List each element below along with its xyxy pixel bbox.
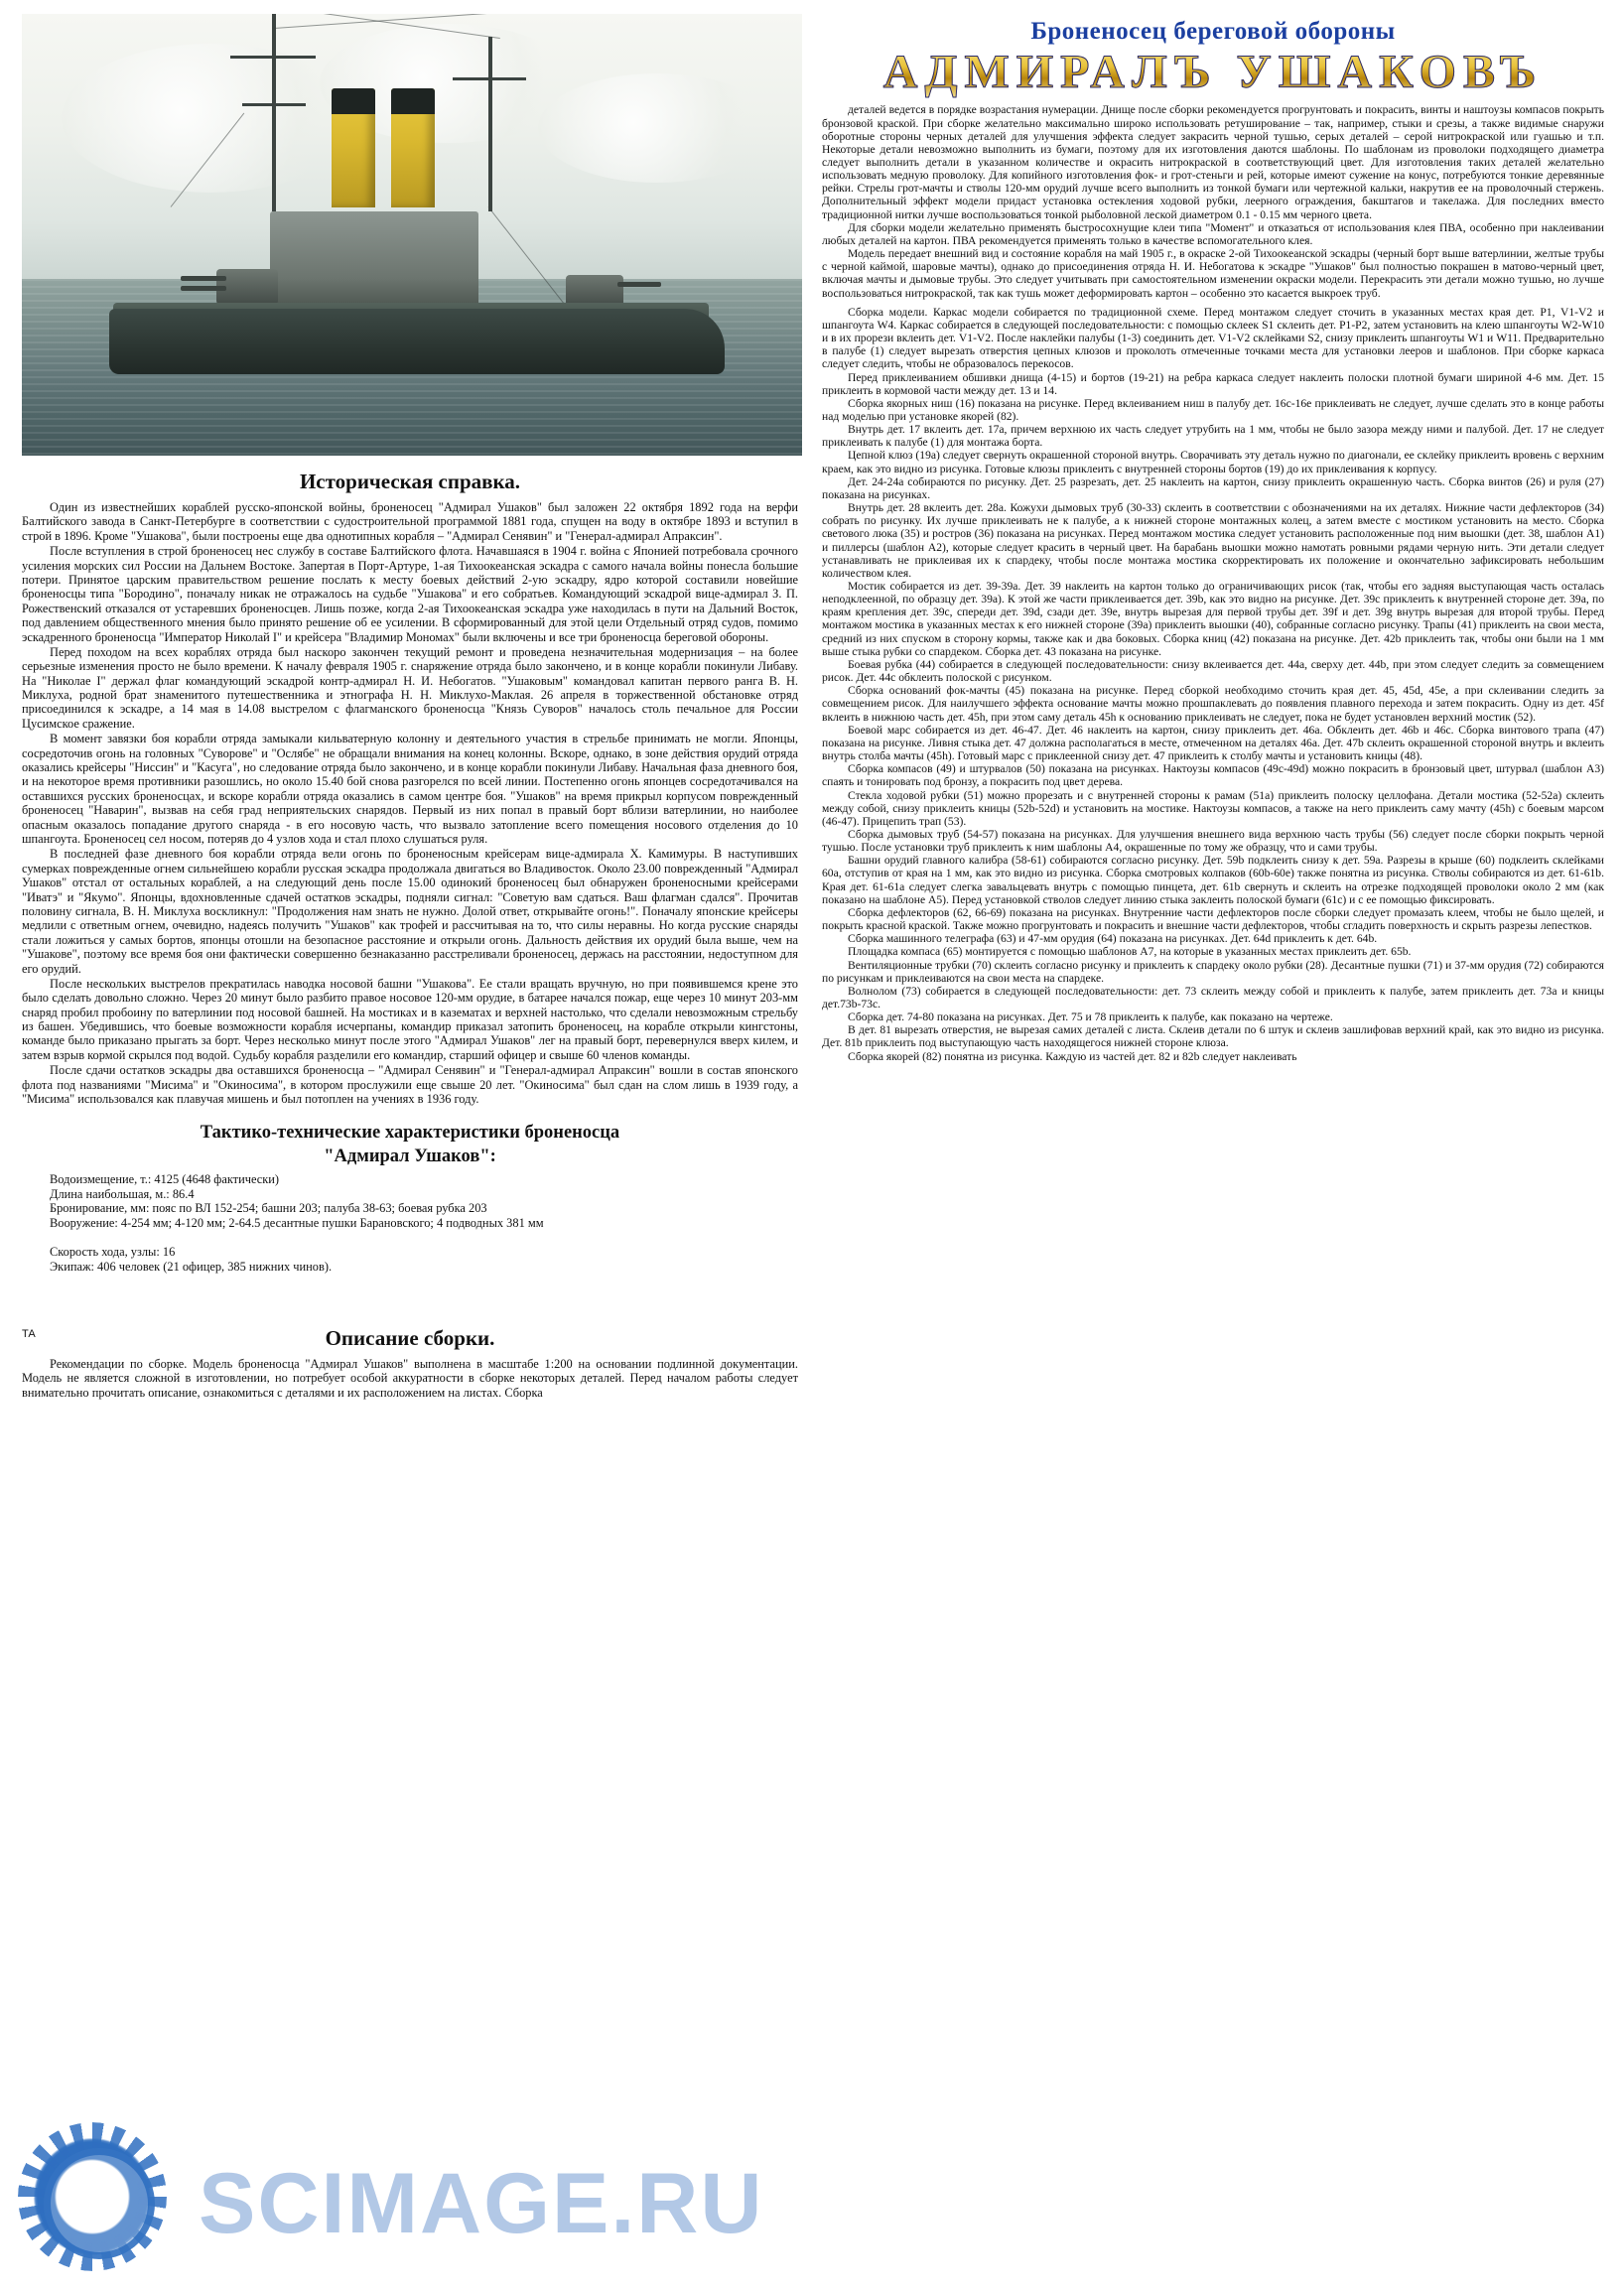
instruction-paragraph: Сборка компасов (49) и штурвалов (50) показана на рисунках. Нактоузы компасов (49с-49d) можно покрасить в бронзовый цвет, штурвал (шаблон A3) спаять и тонировать под бронзу, а покрасить под цвет дерева. <box>822 762 1604 789</box>
right-column <box>814 0 1624 2293</box>
masthead <box>822 18 1604 97</box>
history-paragraph: После нескольких выстрелов прекратилась наводка носовой башни "Ушакова". Ее стали вращать вручную, но при появившемся крене это было сделать довольно сложно. Через 20 минут было разбито правое носовое 120-мм орудие, в батарее начался пожар, еще через 10 минут 203-мм снаряд пробил пробоину по ватерлинии под носовой башней. На мостиках и в казематах и верхней настолько, что сделали невозможным стрельбу из башен. Убедившись, что боевые возможности корабля исчерпаны, командир приказал затопить броненосец, на корабле открыли кингстоны, команде было приказано прыгать за борт. Через несколько минут после этого "Адмирал Ушаков" лег на правый борт, перевернулся вверх килем, и затем взрыв кормой скрылся под водой. Судьбу корабля разделили его командир, старший офицер и свыше 60 членов команды. <box>22 976 798 1062</box>
ta-mark: ТА <box>22 1328 36 1340</box>
instruction-paragraph: Боевой марс собирается из дет. 46-47. Дет. 46 наклеить на картон, снизу приклеить дет. 46а. Обклеить дет. 46b и 46с. Сборка винтового трапа (47) показана на рисунке. Ливня стыка дет. 47 должна располагаться в месте, отмеченном на деталях 46а. Дет. 47b склеить окрашенной стороной внутрь и вклеить внутрь столба мачты (45h). Готовый марс с приклеенной снизу дет. 47 приклеить к столбу мачты и установить кницы (48). <box>822 723 1604 763</box>
foremast <box>272 14 276 211</box>
watermark-text: SCIMAGE.RU <box>199 2156 764 2251</box>
foremast-yard <box>230 56 316 59</box>
foremast-yard <box>242 103 306 106</box>
mainmast-yard <box>453 77 526 80</box>
instruction-paragraph: Сборка машинного телеграфа (63) и 47-мм орудия (64) показана на рисунках. Дет. 64d приклеить к дет. 64b. <box>848 932 1378 946</box>
instruction-paragraph: Мостик собирается из дет. 39-39а. Дет. 39 наклеить на картон только до ограничивающих рисок (так, чтобы его задняя выступающая часть осталась неподклеенной, по образцу дет. 39а). К этой же части приклеивается дет. 39b, как это видно на рисунке. Дет. 39с приклеить к внутренней стороне дет. 39а, по краям крепления дет. 39с, спереди дет. 39d, сзади дет. 39е, внутрь вырезая для первой трубы дет. 39f и дет. 39g внутрь вырезая для второй трубы. Перед монтажом мостика в указанных местах к его нижней стороне (39а) приклеить выошки (40), собранные согласно рисунку. Трапы (41) приклеить на свои места, средний из них спуском в сторону кормы, также как и два боковых. Сборка книц (42) показана на рисунке. Дет. 42b приклеить так, чтобы они были на 1 мм выше стыка рубки со спардеком. Сборка дет. 43 показана на рисунке. <box>822 580 1604 658</box>
instruction-paragraph: Дет. 24-24а собираются по рисунку. Дет. 25 разрезать, дет. 25 наклеить на картон, снизу приклеить окрашенную часть. Сборка винтов (26) и руля (27) показана на рисунках. <box>822 474 1604 501</box>
instruction-paragraph: Сборка оснований фок-мачты (45) показана на рисунке. Перед сборкой необходимо сточить края дет. 45, 45d, 45e, а при склеивании следить за совмещением рисок. Для наилучшего эффекта основание мачты можно прошпаклевать до появления плавного перехода и затем покрасить. Одну из дет. 45f вклеить в нижнюю часть дет. 45h, при этом саму деталь 45h к основанию приклеивать не следует, пока не будет установлен верхний мостик (52). <box>822 684 1604 724</box>
history-paragraph: Один из известнейших кораблей русско-японской войны, броненосец "Адмирал Ушаков" был заложен 22 октября 1892 года на верфи Балтийского завода в Санкт-Петербурге в соответствии с судостроительной программой 1881 года, спущен на воду в октябре 1893 и вступил в строй в 1896. Кроме "Ушакова", были построены еще два однотипных корабля – "Адмирал Сенявин" и "Генерал-адмирал Апраксин". <box>22 500 798 543</box>
specs-list <box>22 1172 798 1275</box>
smoke-cloud <box>538 73 776 183</box>
instruction-paragraph: Сборка дет. 74-80 показана на рисунках. Дет. 75 и 78 приклеить к палубе, как показано на чертеже. <box>848 1011 1333 1024</box>
history-paragraph: После сдачи остатков эскадры два оставшихся броненосца – "Адмирал Сенявин" и "Генерал-адмирал Апраксин" вошли в состав японского флота под названиями "Мисима" и "Окиносима", в котором прослужили еще свыше 20 лет. "Окиносима" был сдан на слом лишь в 1939 году, а "Мисима" использовался как плавучая мишень и был потоплен на учениях в 1936 году. <box>22 1063 798 1107</box>
instruction-paragraph: деталей ведется в порядке возрастания нумерации. Днище после сборки рекомендуется прогрунтовать и покрасить, винты и наштоузы компасов покрыть бронзовой краской. При сборке желательно максимально широко использовать ретуширование – так, например, стыки и срезы, а также видимые снаружи оборотные стороны черных деталей для улучшения эффекта следует закрасить черной тушью, серых деталей – серой нитрокраской или гуашью и т.п. Некоторые детали невозможно выполнить из бумаги, поэтому для их изготовления даются шаблоны. По шаблонам из проволоки подходящего диаметра следует выполнить детали в указанном количестве и окрасить нитрокраской в соответствующий цвет. Для изготовления таких деталей желательно использовать медную проволоку. Для копийного изготовления фок- и грот-стеньги и рей, которые имеют сужение на конус, потребуются тонкие деревянные рейки. Стрелы грот-мачты и стволы 120-мм орудий лучше всего выполнить из тонкой бумаги или чертежной кальки, накрутив ее на проволочный стержень. Дополнительный эффект модели придаст установка остекления ходовой рубки, леерного ограждения, бакштагов и такелажа. Для последних вместо традиционной нитки лучше воспользоваться тонкой рыболовной леской диаметром 0.1 - 0.15 мм черного цвета. <box>822 103 1604 221</box>
forward-gun-barrel <box>181 286 226 291</box>
smoke-cloud <box>62 44 359 193</box>
funnel-forward <box>332 88 375 207</box>
instruction-paragraph: Модель передает внешний вид и состояние корабля на май 1905 г., в окраске 2-ой Тихоокеанской эскадры (черный борт выше ватерлинии, желтые трубы с черной каймой, шаровые мачты), однако до присоединения отряда Н. И. Небогатова к эскадре "Ушаков" был полностью покрашен в матово-черный цвет, включая мачты и дымовые трубы. Это следует учитывать при самостоятельном изменении окраски модели. Перекрасить эти детали можно тушью, но лучше воспользоваться нитрокраской, так как тушь может деформировать картон – особенно это касается выкроек труб. <box>822 247 1604 300</box>
aft-gun-barrel <box>617 282 661 287</box>
masthead-title: АДМИРАЛЪ УШАКОВЪ <box>822 48 1604 97</box>
spec-item: Скорость хода, узлы: 16 <box>50 1245 176 1260</box>
instruction-paragraph: Боевая рубка (44) собирается в следующей последовательности: снизу вклеивается дет. 44а, сверху дет. 44b, при этом следует следить за совмещением рисок. Дет. 44с обклеить полоской с рисунком. <box>822 657 1604 685</box>
instruction-paragraph: Волнолом (73) собирается в следующей последовательности: дет. 73 склеить между собой и приклеить к палубе, затем приклеить дет. 73а и кницы дет.73b-73с. <box>822 984 1604 1012</box>
specs-title-line2: "Адмирал Ушаков": <box>324 1146 496 1166</box>
instruction-paragraph: Сборка дымовых труб (54-57) показана на рисунках. Для улучшения внешнего вида верхнюю часть трубы (56) следует после сборки покрыть черной тушью. После установки труб приклеить к ним шаблоны A4, окрашенные по тому же образцу, что и сами трубы. <box>822 827 1604 855</box>
battleship-photo <box>22 14 802 456</box>
instruction-paragraph: Стекла ходовой рубки (51) можно прорезать и с внутренней стороны к рамам (51а) приклеить полоску целлофана. Детали мостика (52-52а) склеить между собой, снизу приклеить кницы (52b-52d) и установить на мостике. Нактоузы компасов, а также на него приклеить саму мачту (45h) с боевым марсом (46-47). Прицепить трап (53). <box>822 788 1604 828</box>
history-paragraph: В последней фазе дневного боя корабли отряда вели огонь по броненосным крейсерам вице-адмирала Х. Камимуры. В наступивших сумерках поврежденные огнем сильнейшею корабли русская эскадра продолжала двигаться во Владивосток. Около 23.00 поврежденный "Адмирал Ушаков" отстал от остальных кораблей, а на следующий день после 15.00 одинокий броненосец был обнаружен броненосными крейсерами "Иватэ" и "Якумо". Японцы, вдохновленные сдачей остатков эскадры, подняли сигнал: "Советую вам сдаться. Ваш флагман сдался". Прочитав половину сигнала, В. Н. Миклуха воскликнул: "Продолжения нам знать не нужно. Долой ответ, открывайте огонь!". Поначалу японские крейсеры медлили с ответным огнем, очевидно, надеясь получить "Ушаков" как трофей и рассчитывая на то, что силы неравны. Но когда русские снаряды стали ложиться у самых бортов, японцы отошли на безопасное расстояние и открыли огонь. Дальность действия их орудий была выше, чем на "Ушакове", поэтому все время боя они фактически совершенно безнаказанно расстреливали броненосец, держась на расстоянии, недоступном для его орудий. <box>22 847 798 976</box>
instruction-paragraph: Сборка якорных ниш (16) показана на рисунке. Перед вклеиванием ниш в палубу дет. 16с-16е приклеивать не следует, лучше сделать это в конце работы над моделью при установке якорей (82). <box>822 396 1604 423</box>
hull <box>109 309 725 374</box>
specs-title <box>22 1122 798 1167</box>
instruction-paragraph: Для сборки модели желательно применять быстросохнущие клеи типа "Момент" и отказаться от использования клея ПВА, особенно при наклеивании любых деталей на картон. ПВА рекомендуется применять только в качестве вспомогательного клея. <box>822 220 1604 247</box>
assembly-intro: Рекомендации по сборке. Модель броненосца "Адмирал Ушаков" выполнена в масштабе 1:200 на основании подлинной документации. Модель не является сложной в изготовлении, но потребует особой аккуратности в сборке некоторых деталей. Перед началом работы следует внимательно прочитать описание, ознакомиться с деталями и их расположением на листах. Сборка <box>22 1356 798 1400</box>
instruction-paragraph: Перед приклеиванием обшивки днища (4-15) и бортов (19-21) на ребра каркаса следует наклеить полоски плотной бумаги шириной 4-6 мм. Дет. 15 приклеить в кормовой части между дет. 13 и 14. <box>822 370 1604 397</box>
instruction-paragraph: Сборка модели. Каркас модели собирается по традиционной схеме. Перед монтажом следует сточить в указанных местах края дет. P1, V1-V2 и шпангоута W4. Каркас собирается в следующей последовательности: с помощью склеек S1 склеить дет. P1-P2, затем установить на клею шпангоуты W2-W10 и в их прорези вклеить дет. V1-V2. После наклейки палубы (1-3) соединить дет. V1-V2 склейками S2, снизу приклеить шпангоуты W1 и W11. Предварительно в палубе (1) следует вырезать отверстия цепных клюзов и проколоть отмеченные точками места для установки лееров и шаблонов. При сборке каркаса следует следить, чтобы не образовалось перекосов. <box>822 305 1604 371</box>
instruction-paragraph: Вентиляционные трубки (70) склеить согласно рисунку и приклеить к спардеку около рубки (28). Десантные пушки (71) и 37-мм орудия (72) собираются по рисункам и приклеиваются на свои места на спардеке. <box>822 958 1604 985</box>
funnel-aft <box>391 88 435 207</box>
assembly-title: Описание сборки. <box>325 1325 495 1350</box>
history-title: Историческая справка. <box>299 470 521 493</box>
instruction-paragraph: Внутрь дет. 28 вклеить дет. 28а. Кожухи дымовых труб (30-33) склеить в соответствии с обозначениями на их деталях. Нижние части дефлекторов (34) собрать по рисунку. Их лучше приклеивать не к палубе, а к нижней стороне монтажных колец, а затем вместе с мостиком установить на место. Сборка светового люка (35) и ростров (36) показана на рисунках. Перед монтажом мостика следует установить расположенные под ним выошки (дет. 38, шаблон A1) и пиллерсы (шаблон A2), которые следует красить в черный цвет. На барабань выошки можно намотать ровными рядами черную нить. Эти детали следует устанавливать не приклеивая их к спардеку, чтобы после монтажа мостика скорректировать их положение и окончательно зафиксировать небольшим количеством клея. <box>822 501 1604 580</box>
instruction-paragraph: Внутрь дет. 17 вклеить дет. 17а, причем верхнюю их часть следует утрубить на 1 мм, чтобы не было зазора между ними и палубой. Дет. 17 не следует приклеивать к палубе (1) для монтажа борта. <box>822 423 1604 450</box>
history-paragraph: Перед походом на всех кораблях отряда был наскоро закончен текущий ремонт и проведена незначительная модернизация – на более серьезные изменения просто не было времени. К началу февраля 1905 г. снаряжение отряда было закончено, и в конце корабли покинули Либаву. На "Николае I" держал флаг командующий эскадрой контр-адмирал Н. И. Небогатов. "Ушаковым" командовал капитан первого ранга В. Н. Миклуха, родной брат знаменитого путешественника и этнографа Н. Н. Миклухо-Маклая. 26 апреля в торжественной обстановке отряд присоединился к эскадре, а 14 мая в 14.08 выстрелом с флагманского броненосца "Князь Суворов" началось столь печальное для России Цусимское сражение. <box>22 644 798 731</box>
instruction-paragraph: Башни орудий главного калибра (58-61) собираются согласно рисунку. Дет. 59b подклеить снизу к дет. 59а. Разрезы в крыше (60) подклеить склейками 60а, отступив от края на 1 мм, как это видно из рисунка. Сборка смотровых колпаков (60b-60е) также понятна из рисунка. Стволы собираются из дет. 61-61b. Края дет. 61-61а следует слегка завальцевать внутрь с помощью пинцета, дет. 61b свернуть и склеить на отрезке подходящей проволоки около 2 мм (как показано на шаблоне A5). Перед установкой стволов следует линию стыка заклеить полоской бумаги (61с) и с ее помощью фиксировать. <box>822 854 1604 906</box>
history-paragraph: После вступления в строй броненосец нес службу в составе Балтийского флота. Начавшаяся в 1904 г. война с Японией потребовала срочного усиления морских сил России на Дальнем Востоке. Запертая в Порт-Артуре, 1-ая Тихоокеанская эскадра с самого начала войны понесла большие потери. Принятое царским правительством решение послать к месту боевых действий 2-ую эскадру, ядро которой составили новейшие броненосцы типа "Бородино", поначалу никак не отражалось на судьбе "Ушакова" и его собратьев. Командующий эскадрой вице-адмирал З. П. Рожественский отказался от устаревших броненосцев. Лишь позже, когда 2-ая Тихоокеанская эскадра уже находилась в пути на Дальний Восток, под давлением общественного мнения было принято решение об ее усилении. В сформированный для этой цели Отдельный отряд судов, помимо эскадренного броненосца "Император Николай I" и крейсера "Владимир Мономах" были включены и все три броненосца береговой обороны. <box>22 544 798 644</box>
spec-item: Экипаж: 406 человек (21 офицер, 385 нижних чинов). <box>50 1260 333 1275</box>
instruction-paragraph: Цепной клюз (19а) следует свернуть окрашенной стороной внутрь. Сворачивать эту деталь нужно по диагонали, ее склейку приклеить вровень с верхним краем, как это видно из рисунка. Готовые клюзы приклеить с внутренней стороны бортов (19) до их приклеивания к корпусу. <box>822 449 1604 475</box>
specs-title-line1: Тактико-технические характеристики броненосца <box>200 1123 620 1144</box>
instruction-paragraph: Сборка дефлекторов (62, 66-69) показана на рисунках. Внутренние части дефлекторов после сборки следует промазать клеем, чтобы не было щелей, и покрыть красной краской. Также можно прогрунтовать и покрасить и внешние части дефлекторов, чтобы сгладить поверхность и скрыть разрезы лепестков. <box>822 905 1604 933</box>
instruction-paragraph: Площадка компаса (65) монтируется с помощью шаблонов A7, на которые в указанных местах приклеить дет. 65b. <box>848 945 1412 959</box>
mainmast <box>488 37 492 211</box>
history-paragraph: В момент завязки боя корабли отряда замыкали кильватерную колонну и деятельного участия в стрельбе принимать не могли. Японцы, сосредоточив огонь на головных "Суворове" и "Ослябе" не обращали внимания на конец колонны. Вскоре, однако, в зоне действия орудий отряда оказались крейсеры "Ниссин" и "Касуга", но следование отряда было закончено, и в конце корабли покинули Либаву. Начальная фаза дневного боя, и на некоторое время противники разошлись, но около 15.40 бой снова разгорелся по всей линии. Постепенно огонь японцев сосредотачивался на оставшихся русских броненосцах, и вскоре корабли отряда оказались в самом центре боя. "Ушаков" на время прикрыл корпусом поврежденный броненосец "Наварин", вызвав на себя град неприятельских снарядов. Первый из них попал в правый борт вблизи ватерлинии, но наиболее опасным оказалось попадание другого снаряда - в его носовую часть, что вызвало затопление всего помещения носового отделения до 10 шпангоута. Броненосец сел носом, потеряв до 4 узлов хода и стал плохо слушаться руля. <box>22 732 798 846</box>
spec-item: Вооружение: 4-254 мм; 4-120 мм; 2-64.5 десантные пушки Барановского; 4 подводных 381 мм <box>50 1216 544 1231</box>
spec-item: Бронирование, мм: пояс по ВЛ 152-254; башни 203; палуба 38-63; боевая рубка 203 <box>50 1201 487 1216</box>
masthead-subtitle: Броненосец береговой обороны <box>1030 18 1396 45</box>
spec-item: Длина наибольшая, м.: 86.4 <box>50 1186 195 1201</box>
forward-gun-barrel <box>181 276 226 281</box>
instruction-paragraph: В дет. 81 вырезать отверстия, не вырезая самих деталей с листа. Склеив детали по 6 штук и склеив зашлифовав верхний край, как это видно из рисунка. Дет. 81b приклеить под выступающую часть находящегося нижней стороне клюза. <box>822 1023 1604 1050</box>
instruction-paragraph: Сборка якорей (82) понятна из рисунка. Каждую из частей дет. 82 и 82b следует наклеивать <box>848 1049 1297 1063</box>
spec-item: Водоизмещение, т.: 4125 (4648 фактически) <box>50 1171 280 1186</box>
superstructure <box>270 211 478 307</box>
